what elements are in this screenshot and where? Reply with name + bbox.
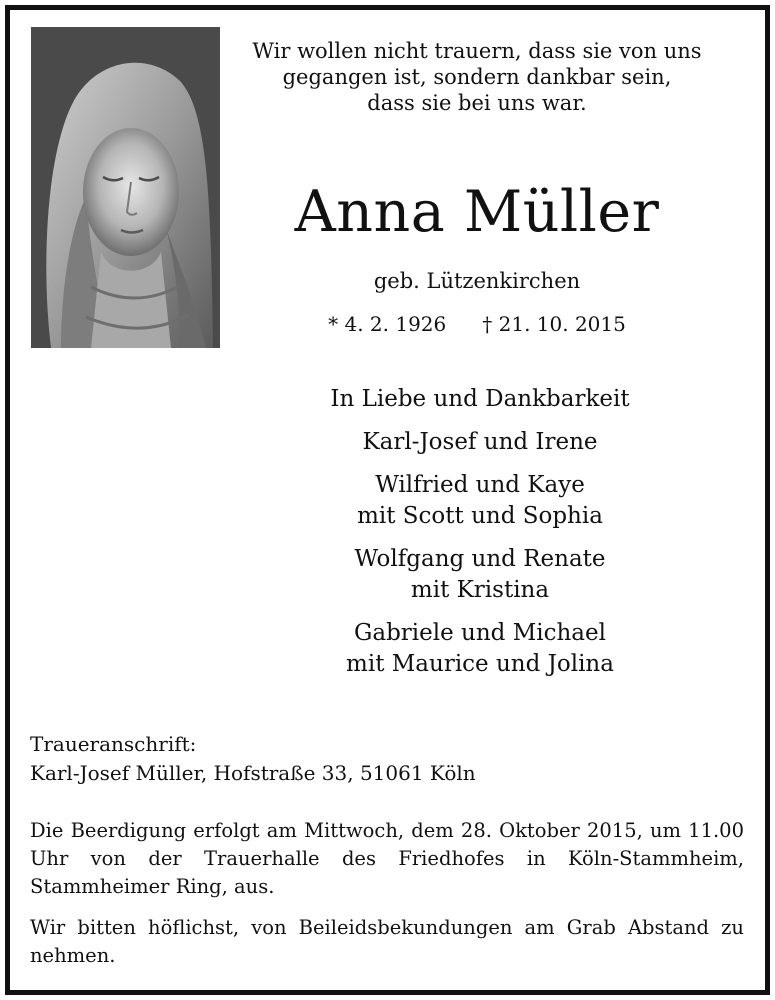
mourner-line: mit Kristina: [410, 577, 550, 603]
madonna-image-icon: [31, 27, 220, 348]
mourner-line: mit Maurice und Jolina: [346, 651, 614, 677]
memorial-quote: [232, 38, 722, 116]
mourning-address: [30, 730, 740, 788]
quote-line: dass sie bei uns war.: [367, 91, 587, 115]
mourner-line: Gabriele und Michael: [354, 620, 606, 646]
mourners-list: [220, 384, 740, 692]
life-dates: [232, 310, 722, 338]
mourner-line: mit Scott und Sophia: [357, 503, 603, 529]
quote-line: Wir wollen nicht trauern, dass sie von uns: [252, 39, 702, 63]
mourner-group: [220, 544, 740, 606]
mourner-group: [220, 427, 740, 458]
mourner-line: Wilfried und Kaye: [375, 472, 585, 498]
mourner-line: Karl-Josef und Irene: [362, 429, 598, 455]
mourner-group: [220, 470, 740, 532]
mourner-line: Wolfgang und Renate: [354, 546, 606, 572]
address-value: Karl-Josef Müller, Hofstraße 33, 51061 Köln: [30, 761, 476, 785]
mourners-intro-text: In Liebe und Dankbarkeit: [330, 386, 630, 412]
death-date: † 21. 10. 2015: [482, 312, 626, 336]
maiden-name: geb. Lützenkirchen: [373, 269, 581, 293]
madonna-photo: [31, 27, 220, 348]
birth-date: * 4. 2. 1926: [328, 312, 447, 336]
mourners-intro: [220, 384, 740, 415]
condolence-notice: Wir bitten höflichst, von Beileidsbekundungen am Grab Abstand zu nehmen.: [30, 916, 744, 967]
quote-line: gegangen ist, sondern dankbar sein,: [282, 65, 672, 89]
deceased-name: Anna Müller: [294, 179, 660, 245]
mourner-group: [220, 618, 740, 680]
address-label: Traueranschrift:: [30, 732, 197, 756]
funeral-notice: Die Beerdigung erfolgt am Mittwoch, dem 28. Oktober 2015, um 11.00 Uhr von der Trauerhalle des Friedhofes in Köln-Stammheim, Stammheimer Ring, aus.: [30, 819, 744, 898]
